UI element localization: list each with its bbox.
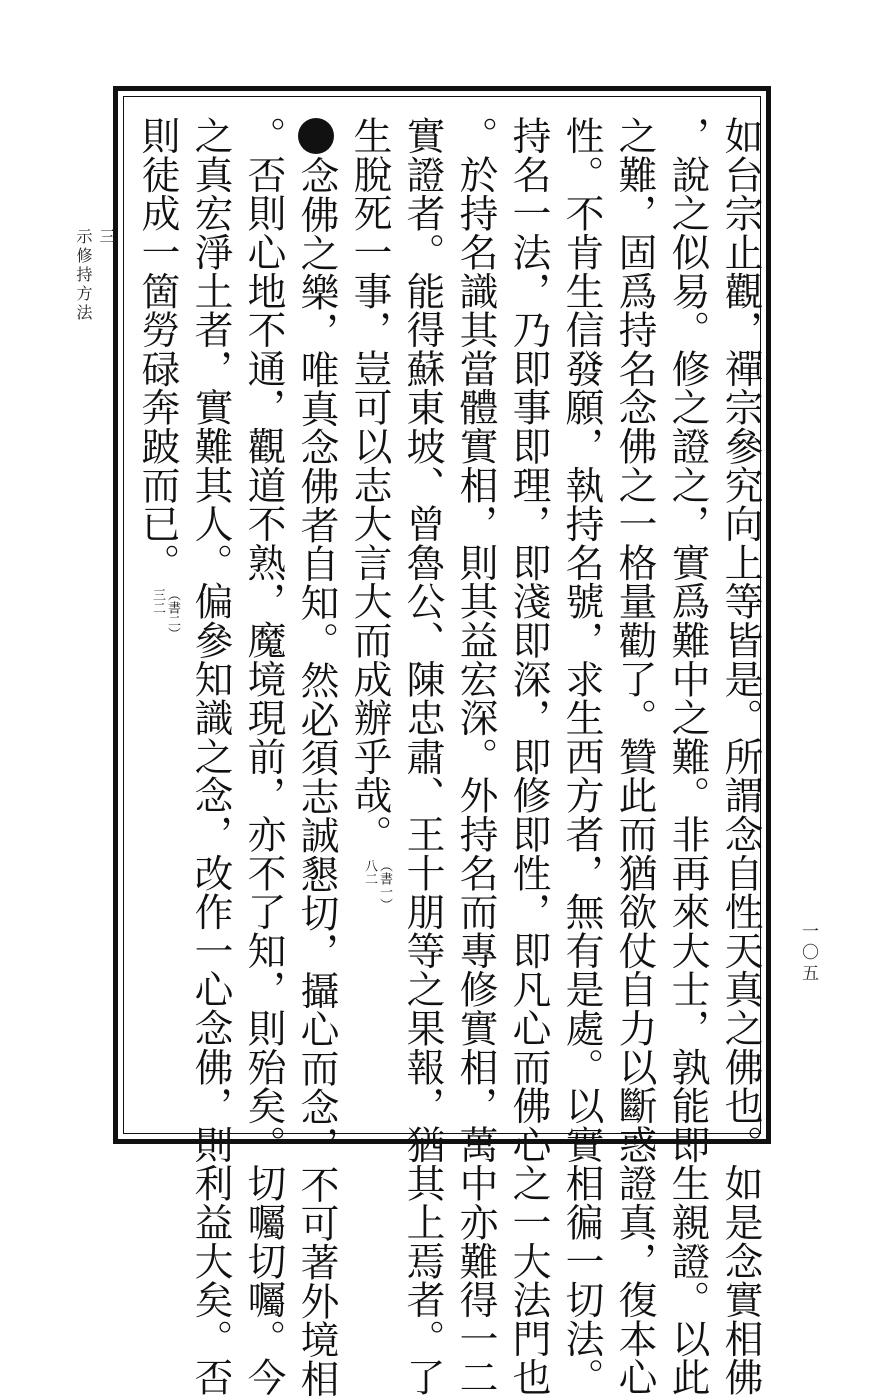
source-note-2 [150,588,180,640]
text-column-11: 之真宏淨土者，實難其人。偏參知識之念，改作一心念佛，則利益大矣。否 [188,116,233,1397]
text-column-9-body: 念佛之樂，唯真念佛者自知。然必須志誠懇切，攝心而念，不可著外境相 [294,156,339,1398]
text-column-4: 性。不肯生信發願，執持名號，求生西方者，無有是處。以實相徧一切法。 [559,116,604,1397]
text-column-8-body: 生脫死一事，豈可以志大言大而成辦乎哉。 [347,116,392,854]
text-column-2: ，說之似易。修之證之，實爲難中之難。非再來大士，孰能即生親證。以此 [665,116,710,1397]
running-header [72,228,118,323]
source-note-2-number: 三二 [150,587,165,614]
source-note-1-book: （書一） [377,859,392,912]
text-column-8 [347,116,392,911]
text-column-6: 。於持名識其當體實相，則其益宏深。外持名而專修實相，萬中亦難得一二 [453,116,498,1397]
source-note-1-number: 八二 [362,859,377,886]
chapter-number: 三 [97,228,116,247]
text-column-3: 之難，固爲持名念佛之一格量勸了。贊此而猶欲仗自力以斷惑證真，復本心 [612,116,657,1397]
text-column-12 [135,116,180,640]
text-column-1: 如台宗止觀，禪宗參究向上等皆是。所謂念自性天真之佛也。如是念實相佛 [718,116,763,1397]
source-note-1 [362,859,392,911]
text-column-7: 實證者。能得蘇東坡、曾魯公、陳忠肅、王十朋等之果報，猶其上焉者。了 [400,116,445,1397]
text-column-9 [294,116,338,1398]
paragraph-bullet-icon [298,118,334,154]
text-column-10: 。否則心地不通，觀道不熟，魔境現前，亦不了知，則殆矣。切囑切囑。今 [241,116,286,1397]
chapter-title: 示修持方法 [74,228,93,323]
source-note-2-book: （書二） [165,587,180,640]
text-column-12-body: 則徒成一箇勞碌奔跛而已。 [135,116,180,582]
text-column-5: 持名一法，乃即事即理，即淺即深，即修即性，即凡心而佛心之一大法門也 [506,116,551,1397]
page-number: 一〇五 [798,922,818,985]
